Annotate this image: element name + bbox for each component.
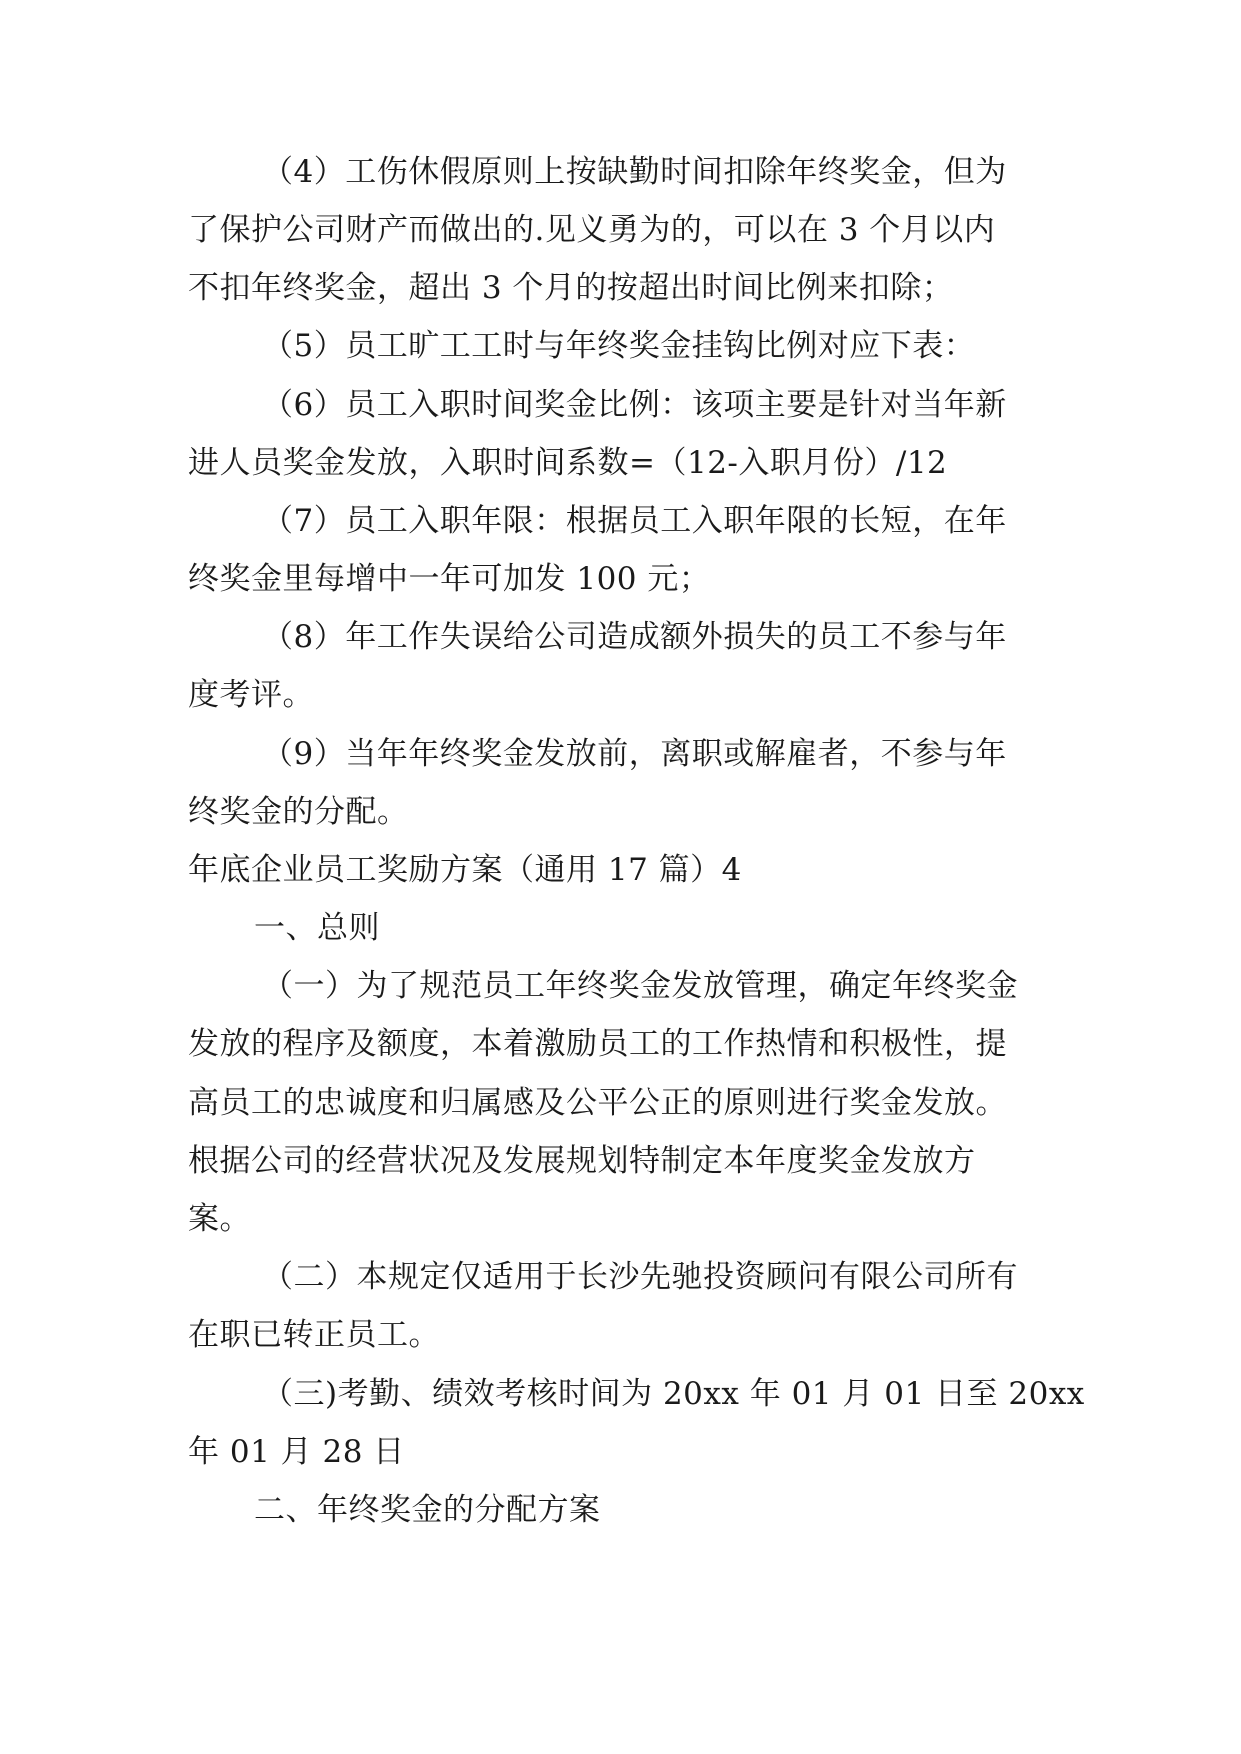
paragraph-4-line-1: （4）工伤休假原则上按缺勤时间扣除年终奖金，但为 — [262, 154, 1007, 190]
paragraph-4-line-2: 了保护公司财产而做出的.见义勇为的，可以在 3 个月以内 — [188, 212, 996, 248]
paragraph-9-line-1: （9）当年年终奖金发放前，离职或解雇者，不参与年 — [262, 736, 1007, 772]
paragraph-5-line-1: （5）员工旷工工时与年终奖金挂钩比例对应下表： — [262, 328, 976, 364]
clause-2-line-2: 在职已转正员工。 — [188, 1317, 440, 1353]
paragraph-4-line-3: 不扣年终奖金，超出 3 个月的按超出时间比例来扣除； — [188, 270, 954, 306]
clause-1-line-1: （一）为了规范员工年终奖金发放管理，确定年终奖金 — [262, 968, 1018, 1004]
general-heading: 一、总则 — [254, 910, 380, 946]
clause-2-line-1: （二）本规定仅适用于长沙先驰投资顾问有限公司所有 — [262, 1259, 1018, 1295]
clause-1-line-2: 发放的程序及额度，本着激励员工的工作热情和积极性，提 — [188, 1026, 1007, 1062]
paragraph-7-line-1: （7）员工入职年限：根据员工入职年限的长短，在年 — [262, 503, 1007, 539]
paragraph-8-line-1: （8）年工作失误给公司造成额外损失的员工不参与年 — [262, 619, 1007, 655]
section-heading: 年底企业员工奖励方案（通用 17 篇）4 — [188, 852, 742, 888]
distribution-heading: 二、年终奖金的分配方案 — [254, 1492, 601, 1528]
clause-1-line-5: 案。 — [188, 1201, 251, 1237]
paragraph-9-line-2: 终奖金的分配。 — [188, 794, 409, 830]
clause-3-line-1: （三)考勤、绩效考核时间为 20xx 年 01 月 01 日至 20xx — [262, 1376, 1085, 1412]
paragraph-6-line-2: 进人员奖金发放，入职时间系数=（12-入职月份）/12 — [188, 445, 948, 481]
paragraph-8-line-2: 度考评。 — [188, 677, 314, 713]
paragraph-7-line-2: 终奖金里每增中一年可加发 100 元； — [188, 561, 711, 597]
paragraph-6-line-1: （6）员工入职时间奖金比例：该项主要是针对当年新 — [262, 387, 1007, 423]
clause-3-line-2: 年 01 月 28 日 — [188, 1434, 405, 1470]
clause-1-line-3: 高员工的忠诚度和归属感及公平公正的原则进行奖金发放。 — [188, 1085, 1007, 1121]
clause-1-line-4: 根据公司的经营状况及发展规划特制定本年度奖金发放方 — [188, 1143, 976, 1179]
